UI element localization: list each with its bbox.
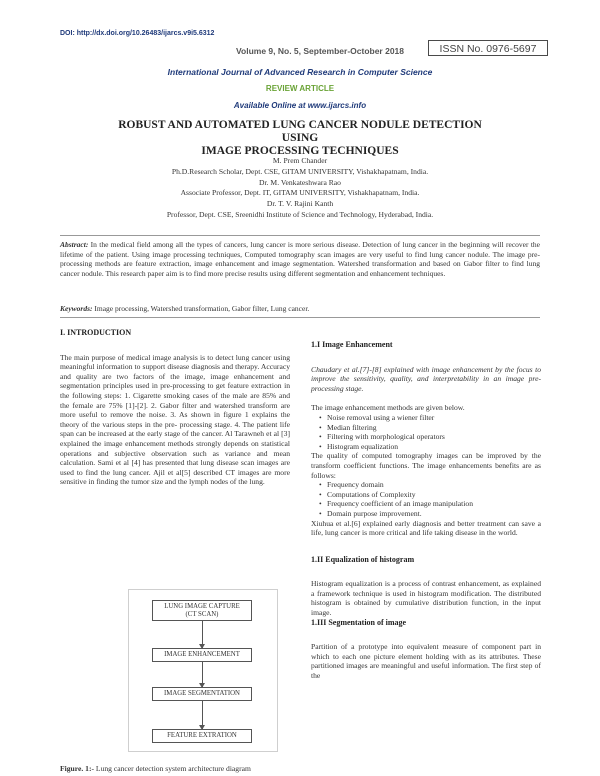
divider: [60, 317, 540, 318]
list-item: • Noise removal using a wiener filter: [319, 413, 541, 423]
list-item: • Frequency coefficient of an image manipulation: [319, 499, 541, 509]
flow-arrow: [202, 662, 203, 687]
flow-box-capture: LUNG IMAGE CAPTURE (CT SCAN): [152, 600, 252, 621]
author-affiliation: Associate Professor, Dept. IT, GITAM UNIVERSITY, Vishakhapatnam, India.: [180, 188, 420, 198]
divider: [60, 235, 540, 236]
subsection-heading: 1.III Segmentation of image: [311, 617, 407, 627]
list-item: • Computations of Complexity: [319, 490, 541, 500]
list-item: • Median filtering: [319, 423, 541, 433]
paragraph: Xiuhua et al.[6] explained early diagnosis and better treatment can save a life, lung cancer is more critical and life taking disease in the world.: [311, 518, 541, 538]
caption-label: Figure. 1:-: [60, 764, 95, 773]
article-type: REVIEW ARTICLE: [265, 84, 335, 93]
journal-name: International Journal of Advanced Research in Computer Science: [167, 67, 433, 77]
list-item: • Filtering with morphological operators: [319, 432, 541, 442]
doi-link[interactable]: DOI: http://dx.doi.org/10.26483/ijarcs.v9i5.6312: [60, 30, 215, 37]
left-column: [60, 328, 290, 487]
author-block: [60, 156, 540, 221]
journal-website[interactable]: Available Online at www.ijarcs.info: [233, 101, 367, 110]
abstract-text: In the medical field among all the types of cancers, lung cancer is more serious disease. Detection of lung cancer in the beginning will recover the lifetime of the patient. Using image processing techniques, Computed tomography scan images are very useful to find lung cancer nodule. The image pre-processing methods are feature extraction, image enhancement and image segmentation. Watershed transformation and based on Gabor filter to find lung cancer nodule. This research paper aim is to find more precise results using different segmentation and enhancement techniques.: [60, 240, 540, 278]
paragraph: The quality of computed tomography images can be improved by the transform coefficient functions. The image enhancements benefits are as follows:: [311, 451, 541, 480]
volume-info: Volume 9, No. 5, September-October 2018: [236, 46, 405, 56]
subsection-heading: 1.II Equalization of histogram: [311, 554, 415, 564]
author-name: Dr. M. Venkateshwara Rao: [259, 177, 341, 187]
title-line-2: IMAGE PROCESSING TECHNIQUES: [201, 145, 399, 157]
flow-arrow: [202, 701, 203, 729]
flow-box-segmentation: IMAGE SEGMENTATION: [152, 687, 252, 701]
author-affiliation: Ph.D.Research Scholar, Dept. CSE, GITAM UNIVERSITY, Vishakhapatnam, India.: [171, 166, 429, 176]
flow-box-feature-extraction: FEATURE EXTRATION: [152, 729, 252, 743]
paragraph: Histogram equalization is a process of contrast enhancement, as explained a framework technique is used in histogram modification. The distributed histogram is obtained by cumulative distribution function, in the input image.: [311, 579, 541, 618]
list-item: • Domain purpose improvement.: [319, 509, 541, 519]
issn-box: ISSN No. 0976-5697: [428, 40, 548, 56]
enhancement-benefits-list: [311, 480, 541, 518]
intro-paragraph: The main purpose of medical image analysis is to detect lung cancer using meaningful information to support disease diagnosis and therapy. Accuracy and quality are two factors of the image, image enhancement and segmentation principles used in pre-processing to get feature extraction in the following steps: 1. Cigarette smoking cases of the male are 85% and the female are 75% [1]-[2]. 2. Gabor filter and watershed transform are more useful to remove the noise. 3. As shown in figure 1 explains the theory of the various steps in the pre- processing stage. 4. The patient life span can be increased at the early stage of the cancer. Al Tarawneh et al [3] explained the image enhancement methods strongly depends on statistical operations and subjective observation such as variance and mean calculation. Sami et al [4] has presented that lung disease scan images are used to find the lung cancer. Ajil et al[5] described CT images are more sensitive in finding the tumor size and the lymph nodes of the lung.: [60, 352, 290, 487]
keywords-label: Keywords:: [60, 304, 93, 313]
paragraph: [311, 365, 541, 394]
flow-box-enhancement: IMAGE ENHANCEMENT: [152, 648, 252, 662]
caption-text: Lung cancer detection system architecture diagram: [94, 764, 251, 773]
flow-arrow: [202, 621, 203, 648]
paragraph: Partition of a prototype into equivalent measure of component part in which to each one picture element holding with as its attributes. These partitioned images are meaningful and useful information. The first step of the: [311, 642, 541, 681]
keywords: [60, 304, 540, 313]
list-item: • Histogram equalization: [319, 442, 541, 452]
author-name: Dr. T. V. Rajini Kanth: [266, 199, 334, 209]
title-line-1: ROBUST AND AUTOMATED LUNG CANCER NODULE DETECTION USING: [118, 119, 482, 144]
right-column: [311, 340, 541, 681]
section-heading: I. INTRODUCTION: [60, 328, 132, 337]
list-item: • Frequency domain: [319, 480, 541, 490]
subsection-heading: 1.I Image Enhancement: [311, 340, 393, 349]
author-affiliation: Professor, Dept. CSE, Sreenidhi Institute of Science and Technology, Hyderabad, India.: [166, 209, 434, 219]
paragraph-text: Chaudary et al.[7]-[8] explained with image enhancement by the focus to improve the sensitivity, quality, and interpretability in an image pre-processing stage.: [311, 364, 541, 393]
paper-title: [100, 119, 500, 158]
paragraph: The image enhancement methods are given below.: [311, 403, 465, 413]
abstract-label: Abstract:: [60, 240, 89, 249]
figure-caption: [60, 764, 310, 773]
abstract: [60, 240, 540, 278]
enhancement-methods-list: [311, 413, 541, 451]
author-name: M. Prem Chander: [272, 156, 328, 165]
keywords-text: Image processing, Watershed transformation, Gabor filter, Lung cancer.: [92, 304, 310, 313]
